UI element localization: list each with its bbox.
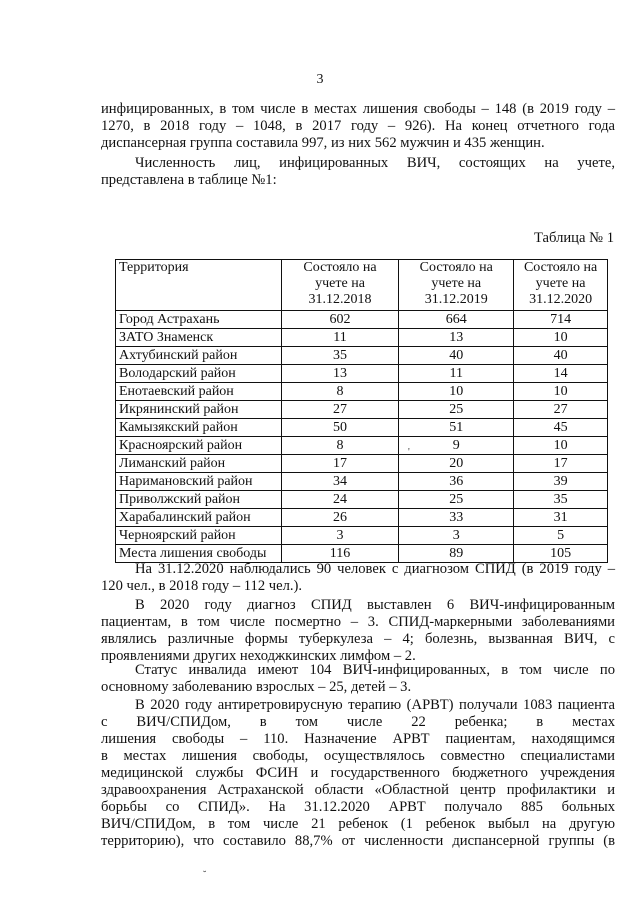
text-line: Численность лиц, инфицированных ВИЧ, состоящих на учете, <box>135 155 615 171</box>
value-2020-cell: 27 <box>514 401 608 419</box>
text-line: диспансерная группа составила 997, из них 562 мужчин и 435 женщин. <box>101 135 545 151</box>
territory-cell: Город Астрахань <box>116 311 282 329</box>
table-row <box>116 437 608 455</box>
intro-paragraph <box>101 101 615 152</box>
territory-cell: Красноярский район <box>116 437 282 455</box>
value-2020-cell: 10 <box>514 437 608 455</box>
value-2020-cell: 17 <box>514 455 608 473</box>
value-2020-cell: 14 <box>514 365 608 383</box>
header-line: учете на <box>535 276 586 291</box>
disability-paragraph <box>101 662 615 696</box>
text-line: здравоохранения Астраханской области «Областной центр профилактики и <box>101 782 615 798</box>
value-2020-cell: 31 <box>514 509 608 527</box>
value-2020-cell: 45 <box>514 419 608 437</box>
value-2020-cell: 105 <box>514 545 608 563</box>
value-2019-cell: 36 <box>399 473 514 491</box>
value-2020-cell: 714 <box>514 311 608 329</box>
text-line: пациентам, в том числе посмертно – 3. СПИД-маркерными заболеваниями <box>101 614 615 630</box>
hiv-registry-table <box>115 259 608 563</box>
territory-cell: Места лишения свободы <box>116 545 282 563</box>
table-row <box>116 383 608 401</box>
header-2020 <box>514 260 608 311</box>
text-line: борьбы со СПИД». На 31.12.2020 АРВТ получало 885 больных <box>101 799 615 815</box>
value-2019-cell: 89 <box>399 545 514 563</box>
value-2020-cell: 10 <box>514 383 608 401</box>
territory-cell: Харабалинский район <box>116 509 282 527</box>
value-2018-cell: 27 <box>281 401 399 419</box>
table-row <box>116 401 608 419</box>
table-row <box>116 509 608 527</box>
value-2020-cell: 39 <box>514 473 608 491</box>
text-line: В 2020 году диагноз СПИД выставлен 6 ВИЧ-инфицированным <box>135 597 615 613</box>
value-2018-cell: 8 <box>281 437 399 455</box>
table-row <box>116 311 608 329</box>
text-line: лишения свободы – 110. Назначение АРВТ пациентам, находящимся <box>101 731 615 747</box>
territory-cell: Ахтубинский район <box>116 347 282 365</box>
value-2018-cell: 13 <box>281 365 399 383</box>
table-row <box>116 329 608 347</box>
header-line: Состояло на <box>303 260 377 275</box>
text-line: Статус инвалида имеют 104 ВИЧ-инфицированных, в том числе по <box>135 662 615 678</box>
value-2019-cell: 13 <box>399 329 514 347</box>
value-2018-cell: 11 <box>281 329 399 347</box>
value-2019-cell: 51 <box>399 419 514 437</box>
header-2019 <box>399 260 514 311</box>
value-2018-cell: 602 <box>281 311 399 329</box>
table-header-row <box>116 260 608 311</box>
aids-diagnosis-paragraph <box>101 597 615 665</box>
value-2019-cell: 9 <box>399 437 514 455</box>
value-2019-cell: 33 <box>399 509 514 527</box>
text-line: проявлениями других неходжкинских лимфом – 2. <box>101 648 416 664</box>
table-row <box>116 473 608 491</box>
value-2020-cell: 40 <box>514 347 608 365</box>
value-2019-cell: 20 <box>399 455 514 473</box>
header-line: учете на <box>431 276 482 291</box>
text-line: территорию), что составило 88,7% от численности диспансерной группы (в <box>101 833 615 849</box>
text-line: в местах лишения свободы, осуществлялось совместно специалистами <box>101 748 615 764</box>
header-line: учете на <box>315 276 365 291</box>
header-2018 <box>281 260 399 311</box>
value-2018-cell: 17 <box>281 455 399 473</box>
text-line: представлена в таблице №1: <box>101 172 277 188</box>
text-line: медицинской службы ФСИН и государственного бюджетного учреждения <box>101 765 615 781</box>
value-2019-cell: 11 <box>399 365 514 383</box>
value-2018-cell: 116 <box>281 545 399 563</box>
value-2018-cell: 8 <box>281 383 399 401</box>
text-line: являлись различные формы туберкулеза – 4; болезнь, вызванная ВИЧ, с <box>101 631 615 647</box>
territory-cell: Наримановский район <box>116 473 282 491</box>
table-row <box>116 527 608 545</box>
territory-cell: ЗАТО Знаменск <box>116 329 282 347</box>
table-row <box>116 491 608 509</box>
scan-speck: ˘ <box>203 870 207 881</box>
territory-cell: Володарский район <box>116 365 282 383</box>
header-line: Состояло на <box>523 260 598 275</box>
table-row <box>116 419 608 437</box>
text-line: 1270, в 2018 году – 1048, в 2017 году – 926). На конец отчетного года <box>101 118 615 134</box>
table-row <box>116 455 608 473</box>
text-line: На 31.12.2020 наблюдались 90 человек с диагнозом СПИД (в 2019 году – <box>135 561 615 577</box>
value-2020-cell: 10 <box>514 329 608 347</box>
territory-cell: Приволжский район <box>116 491 282 509</box>
value-2019-cell: 10 <box>399 383 514 401</box>
table-row <box>116 365 608 383</box>
text-line: В 2020 году антиретровирусную терапию (АРВТ) получали 1083 пациента <box>135 697 615 713</box>
value-2019-cell: 664 <box>399 311 514 329</box>
value-2019-cell: 25 <box>399 401 514 419</box>
text-line: инфицированных, в том числе в местах лишения свободы – 148 (в 2019 году – <box>101 101 615 117</box>
value-2018-cell: 50 <box>281 419 399 437</box>
value-2018-cell: 35 <box>281 347 399 365</box>
art-therapy-paragraph <box>101 697 615 850</box>
value-2020-cell: 35 <box>514 491 608 509</box>
territory-cell: Камызякский район <box>116 419 282 437</box>
text-line: с ВИЧ/СПИДом, в том числе 22 ребенка; в местах <box>101 714 615 730</box>
table-row <box>116 545 608 563</box>
value-2019-cell: 3 <box>399 527 514 545</box>
scan-speck: ' <box>408 447 410 458</box>
territory-cell: Лиманский район <box>116 455 282 473</box>
header-territory: Территория <box>116 260 282 311</box>
value-2018-cell: 26 <box>281 509 399 527</box>
value-2018-cell: 3 <box>281 527 399 545</box>
text-line: 120 чел., в 2018 году – 112 чел.). <box>101 578 303 594</box>
header-line: 31.12.2018 <box>308 292 372 307</box>
header-line: 31.12.2019 <box>424 292 488 307</box>
value-2019-cell: 25 <box>399 491 514 509</box>
value-2019-cell: 40 <box>399 347 514 365</box>
header-line: Состояло на <box>419 260 493 275</box>
header-line: 31.12.2020 <box>529 292 593 307</box>
table-row <box>116 347 608 365</box>
table-caption: Таблица № 1 <box>534 230 614 246</box>
value-2018-cell: 24 <box>281 491 399 509</box>
territory-cell: Енотаевский район <box>116 383 282 401</box>
page-number: 3 <box>316 72 324 87</box>
table-intro-paragraph <box>101 155 615 189</box>
territory-cell: Икрянинский район <box>116 401 282 419</box>
territory-cell: Черноярский район <box>116 527 282 545</box>
value-2020-cell: 5 <box>514 527 608 545</box>
value-2018-cell: 34 <box>281 473 399 491</box>
aids-cases-paragraph <box>101 561 615 595</box>
text-line: ВИЧ/СПИДом, в том числе 21 ребенок (1 ребенок выбыл на другую <box>101 816 615 832</box>
text-line: основному заболеванию взрослых – 25, детей – 3. <box>101 679 412 695</box>
